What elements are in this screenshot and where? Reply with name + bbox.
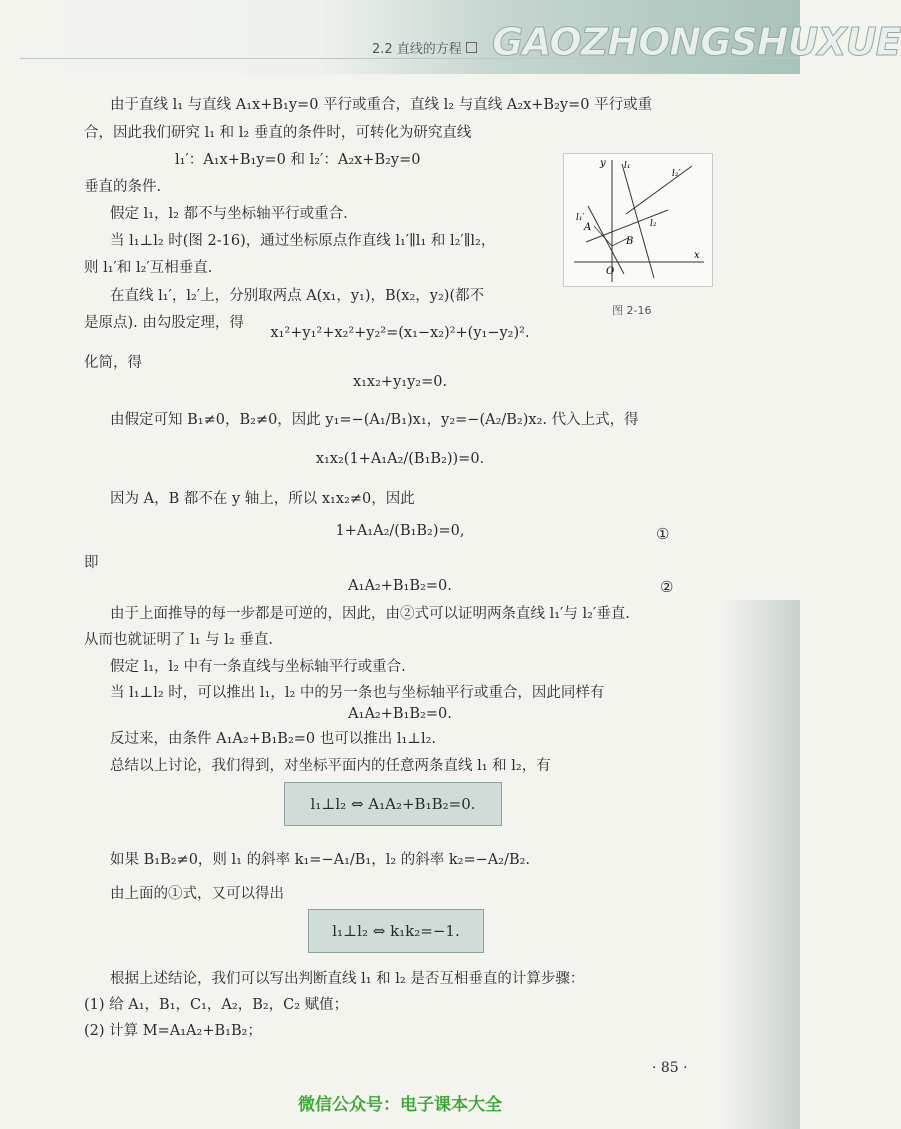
para-line: 当 l₁⊥l₂ 时，可以推出 l₁，l₂ 中的另一条也与坐标轴平行或重合，因此同样有: [110, 685, 605, 701]
figure-caption: 图 2-16: [612, 304, 652, 317]
para-line: 即: [84, 555, 99, 571]
equation: x₁x₂+y₁y₂=0.: [352, 374, 448, 390]
equation: 1+A₁A₂/(B₁B₂)=0,: [335, 523, 465, 539]
para-line: 垂直的条件.: [84, 179, 162, 195]
equation: A₁A₂+B₁B₂=0.: [348, 706, 452, 722]
para-line: 如果 B₁B₂≠0，则 l₁ 的斜率 k₁=−A₁/B₁，l₂ 的斜率 k₂=−A₂/B₂.: [110, 852, 531, 868]
para-line: 由于直线 l₁ 与直线 A₁x+B₁y=0 平行或重合，直线 l₂ 与直线 A₂x+B₂y=0 平行或重: [110, 97, 653, 113]
watermark: 微信公众号：电子课本大全: [298, 1095, 502, 1115]
para-line: 根据上述结论，我们可以写出判断直线 l₁ 和 l₂ 是否互相垂直的计算步骤：: [110, 971, 585, 987]
point-b-label: B: [626, 236, 634, 247]
para-line: 反过来，由条件 A₁A₂+B₁B₂=0 也可以推出 l₁⊥l₂.: [110, 731, 437, 747]
theorem-box: l₁⊥l₂ ⇔ k₁k₂=−1.: [308, 909, 484, 953]
para-line: 化简，得: [84, 355, 142, 371]
para-line: 由假定可知 B₁≠0，B₂≠0，因此 y₁=−(A₁/B₁)x₁，y₂=−(A₂/B₂)x₂. 代入上式，得: [110, 412, 639, 428]
page-number: · 85 ·: [652, 1060, 688, 1076]
origin-label: O: [606, 266, 615, 277]
para-line: 是原点). 由勾股定理，得: [84, 315, 244, 331]
l2-prime-label: l₂′: [672, 169, 681, 179]
list-item: (1) 给 A₁，B₁，C₁，A₂，B₂，C₂ 赋值；: [84, 997, 349, 1013]
l2-label: l₂: [650, 219, 657, 229]
figure-2-16: [563, 153, 713, 287]
section-title: 2.2 直线的方程: [372, 38, 477, 57]
para-line: 假定 l₁，l₂ 都不与坐标轴平行或重合.: [110, 206, 348, 222]
page-edge-shade: [720, 600, 800, 1129]
y-axis-label: y: [600, 158, 606, 169]
list-item: (2) 计算 M=A₁A₂+B₁B₂；: [84, 1023, 262, 1039]
l1-prime-label: l₁′: [576, 213, 585, 223]
para-line: 当 l₁⊥l₂ 时(图 2-16)，通过坐标原点作直线 l₁′∥l₁ 和 l₂′∥l₂，: [110, 233, 496, 249]
equation: l₁′：A₁x+B₁y=0 和 l₂′：A₂x+B₂y=0: [175, 152, 421, 168]
coordinate-diagram: [564, 154, 712, 286]
equation: A₁A₂+B₁B₂=0.: [348, 578, 452, 594]
l1-label: l₁: [624, 161, 631, 171]
para-line: 因为 A，B 都不在 y 轴上，所以 x₁x₂≠0，因此: [110, 491, 415, 507]
para-line: 在直线 l₁′，l₂′上，分别取两点 A(x₁，y₁)，B(x₂，y₂)(都不: [110, 288, 485, 304]
series-logo: GAOZHONGSHUXUE: [492, 20, 901, 64]
equation-marker: ①: [656, 525, 670, 543]
theorem-box: l₁⊥l₂ ⇔ A₁A₂+B₁B₂=0.: [284, 782, 502, 826]
x-axis-label: x: [694, 250, 700, 261]
point-a-label: A: [584, 222, 592, 233]
equation-marker: ②: [660, 578, 674, 596]
para-line: 从而也就证明了 l₁ 与 l₂ 垂直.: [84, 632, 273, 648]
para-line: 总结以上讨论，我们得到，对坐标平面内的任意两条直线 l₁ 和 l₂，有: [110, 758, 551, 774]
para-line: 合，因此我们研究 l₁ 和 l₂ 垂直的条件时，可转化为研究直线: [84, 125, 472, 141]
para-line: 则 l₁′和 l₂′互相垂直.: [84, 260, 213, 276]
para-line: 假定 l₁，l₂ 中有一条直线与坐标轴平行或重合.: [110, 659, 406, 675]
para-line: 由上面的①式，又可以得出: [110, 886, 284, 902]
equation: x₁x₂(1+A₁A₂/(B₁B₂))=0.: [315, 451, 485, 467]
equation: x₁²+y₁²+x₂²+y₂²=(x₁−x₂)²+(y₁−y₂)².: [270, 325, 530, 341]
para-line: 由于上面推导的每一步都是可逆的，因此，由②式可以证明两条直线 l₁′与 l₂′垂直.: [110, 606, 630, 622]
square-icon: [466, 42, 477, 53]
